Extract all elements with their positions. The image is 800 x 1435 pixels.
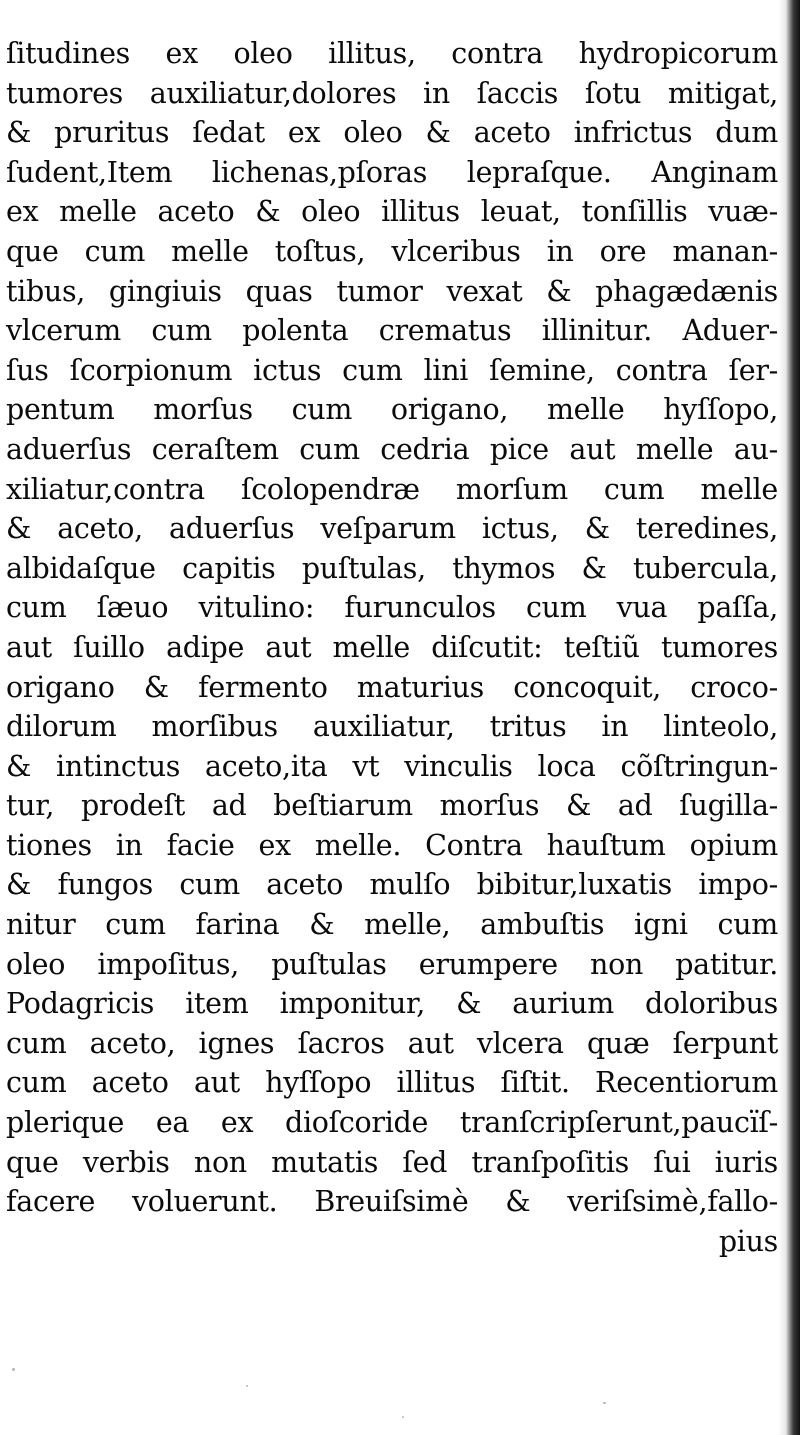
text-line: albidaſque capitis puſtulas, thymos & tubercula, <box>6 551 778 585</box>
text-line: ex melle aceto & oleo illitus leuat, tonſillis vuæ- <box>6 195 778 229</box>
text-line: cum ſæuo vitulino: furunculos cum vua paſſa, <box>6 591 778 625</box>
text-line: tumores auxiliatur,dolores in ſaccis ſotu mitigat, <box>6 76 778 110</box>
text-line: tur, prodeſt ad beſtiarum morſus & ad ſugilla- <box>6 789 778 823</box>
paper-speck <box>402 1416 404 1418</box>
text-line: plerique ea ex dioſcoride tranſcripſerunt,paucïſ- <box>6 1106 778 1140</box>
text-line: cum aceto aut hyſſopo illitus ſiſtit. Recentiorum <box>6 1066 778 1100</box>
text-line: origano & fermento maturius concoquit, croco- <box>6 670 778 704</box>
text-line: & pruritus ſedat ex oleo & aceto infrictus dum <box>6 116 778 150</box>
paper-speck <box>603 1402 606 1404</box>
text-line: xiliatur,contra ſcolopendræ morſum cum melle <box>6 472 778 506</box>
text-line: oleo impoſitus, puſtulas erumpere non patitur. <box>6 947 778 981</box>
text-line: que verbis non mutatis ſed tranſpoſitis ſui iuris <box>6 1145 778 1179</box>
text-line: ſus ſcorpionum ictus cum lini ſemine, contra ſer- <box>6 353 778 387</box>
text-line: pentum morſus cum origano, melle hyſſopo, <box>6 393 778 427</box>
text-line: aduerſus ceraſtem cum cedria pice aut melle au- <box>6 432 778 466</box>
text-line: que cum melle toſtus, vlceribus in ore manan- <box>6 234 778 268</box>
text-line: ſitudines ex oleo illitus, contra hydropicorum <box>6 37 778 70</box>
text-line: dilorum morſibus auxiliatur, tritus in linteolo, <box>6 710 778 744</box>
paper-speck <box>12 1368 15 1371</box>
paper-speck <box>246 1385 248 1387</box>
text-line: & aceto, aduerſus veſparum ictus, & teredines, <box>6 512 778 546</box>
text-line: & fungos cum aceto mulſo bibitur,luxatis impo- <box>6 868 778 902</box>
text-line: vlcerum cum polenta crematus illinitur. Aduer- <box>6 314 778 348</box>
body-text <box>6 34 778 1261</box>
text-line: & intinctus aceto,ita vt vinculis loca cõſtringun- <box>6 749 778 783</box>
page-edge-shadow <box>778 0 800 1435</box>
text-line: Podagricis item imponitur, & aurium doloribus <box>6 987 778 1021</box>
catchword: pius <box>718 1224 778 1258</box>
text-line: tibus, gingiuis quas tumor vexat & phagædænis <box>6 274 778 308</box>
text-line: aut ſuillo adipe aut melle diſcutit: teſtiũ tumores <box>6 630 778 664</box>
text-line: nitur cum farina & melle, ambuſtis igni cum <box>6 908 778 942</box>
text-line: ſudent,Item lichenas,pſoras lepraſque. Anginam <box>6 155 778 189</box>
text-line: facere voluerunt. Breuiſsimè & veriſsimè,fallo- <box>6 1185 778 1219</box>
text-line: tiones in facie ex melle. Contra hauſtum opium <box>6 828 778 862</box>
text-line: cum aceto, ignes ſacros aut vlcera quæ ſerpunt <box>6 1026 778 1060</box>
